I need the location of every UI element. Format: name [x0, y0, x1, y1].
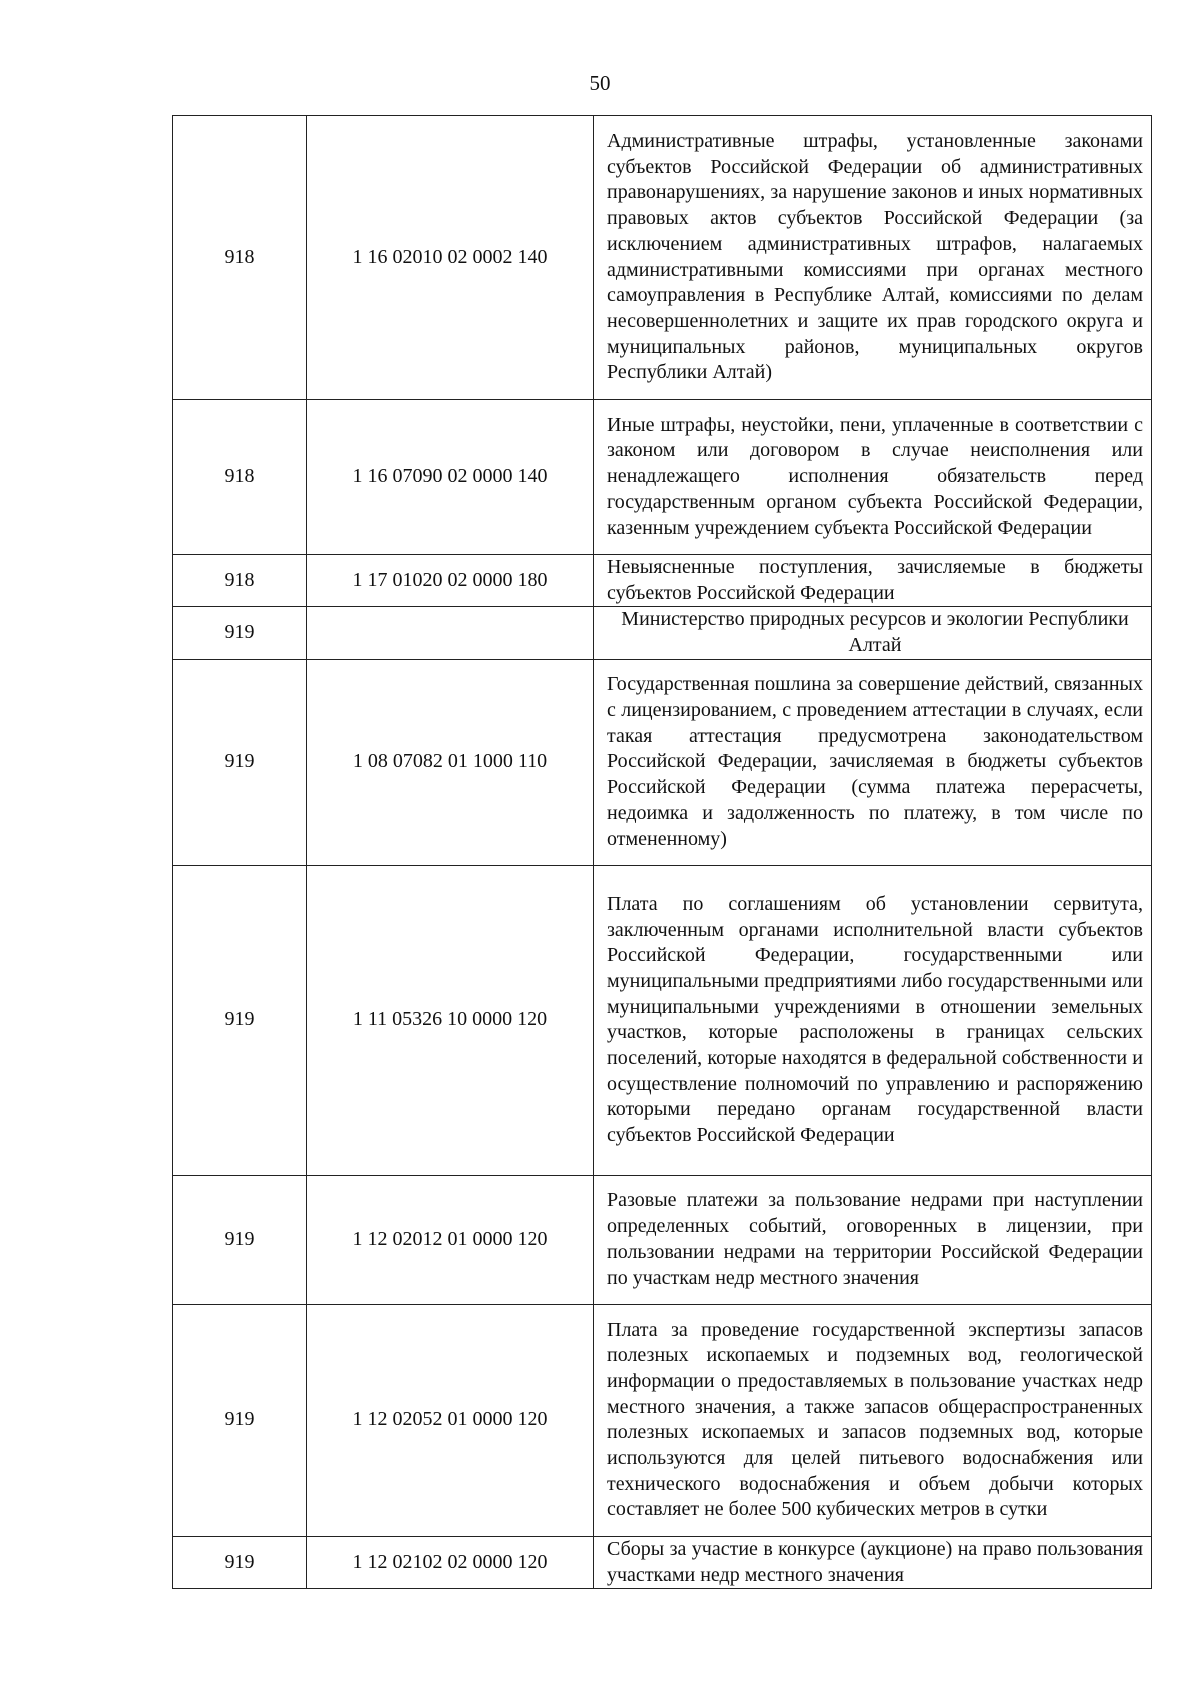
budget-classification-code-cell: 1 12 02052 01 0000 120 [307, 1304, 594, 1536]
budget-codes-table [172, 115, 1152, 1589]
administrator-code-cell: 919 [173, 659, 307, 865]
table-row [173, 659, 1152, 865]
income-name-cell: Иные штрафы, неустойки, пени, уплаченные в соответствии с законом или договором в случае неисполнения или ненадлежащего исполнения обязательств перед государственным органом субъекта Российской Федерации, казенным учреждением субъекта Российской Федерации [594, 400, 1152, 555]
budget-classification-code-cell: 1 08 07082 01 1000 110 [307, 659, 594, 865]
income-name-cell: Государственная пошлина за совершение действий, связанных с лицензированием, с проведением аттестации в случаях, если такая аттестация предусмотрена законодательством Российской Федерации, зачисляемая в бюджеты субъектов Российской Федерации (сумма платежа перерасчеты, недоимка и задолженность по платежу, в том числе по отмененному) [594, 659, 1152, 865]
administrator-code-cell: 919 [173, 1536, 307, 1588]
table-row [173, 555, 1152, 607]
administrator-code-cell: 919 [173, 1304, 307, 1536]
budget-classification-code-cell: 1 17 01020 02 0000 180 [307, 555, 594, 607]
table-row [173, 607, 1152, 659]
administrator-code-cell: 918 [173, 555, 307, 607]
table-row [173, 1175, 1152, 1304]
administrator-code-cell: 919 [173, 1175, 307, 1304]
table-row [173, 1536, 1152, 1588]
income-name-cell: Административные штрафы, установленные законами субъектов Российской Федерации об административных правонарушениях, за нарушение законов и иных нормативных правовых актов субъектов Российской Федерации (за исключением административных штрафов, налагаемых административными комиссиями при органах местного самоуправления в Республике Алтай, комиссиями по делам несовершеннолетних и защите их прав городского округа и муниципальных районов, муниципальных округов Республики Алтай) [594, 116, 1152, 400]
table-row [173, 116, 1152, 400]
ministry-heading-cell: Министерство природных ресурсов и экологии Республики Алтай [594, 607, 1152, 659]
income-name-cell: Невыясненные поступления, зачисляемые в бюджеты субъектов Российской Федерации [594, 555, 1152, 607]
administrator-code-cell: 919 [173, 865, 307, 1175]
administrator-code-cell: 918 [173, 400, 307, 555]
administrator-code-cell: 918 [173, 116, 307, 400]
income-name-cell: Разовые платежи за пользование недрами при наступлении определенных событий, оговоренных в лицензии, при пользовании недрами на территории Российской Федерации по участкам недр местного значения [594, 1175, 1152, 1304]
income-name-cell: Плата по соглашениям об установлении сервитута, заключенным органами исполнительной власти субъектов Российской Федерации, государственными или муниципальными предприятиями либо государственными или муниципальными учреждениями в отношении земельных участков, которые расположены в границах сельских поселений, которые находятся в федеральной собственности и осуществление полномочий по управлению и распоряжению которыми передано органам государственной власти субъектов Российской Федерации [594, 865, 1152, 1175]
budget-classification-code-cell: 1 16 07090 02 0000 140 [307, 400, 594, 555]
administrator-code-cell: 919 [173, 607, 307, 659]
page-number: 50 [589, 71, 611, 95]
budget-classification-code-cell: 1 16 02010 02 0002 140 [307, 116, 594, 400]
table-row [173, 865, 1152, 1175]
table-row [173, 1304, 1152, 1536]
budget-classification-code-cell: 1 12 02012 01 0000 120 [307, 1175, 594, 1304]
table-row [173, 400, 1152, 555]
budget-classification-code-cell: 1 11 05326 10 0000 120 [307, 865, 594, 1175]
income-name-cell: Сборы за участие в конкурсе (аукционе) на право пользования участками недр местного значения [594, 1536, 1152, 1588]
income-name-cell: Плата за проведение государственной экспертизы запасов полезных ископаемых и подземных вод, геологической информации о предоставляемых в пользование участках недр местного значения, а также запасов общераспространенных полезных ископаемых и запасов подземных вод, которые используются для целей питьевого водоснабжения или технического водоснабжения и объем добычи которых составляет не более 500 кубических метров в сутки [594, 1304, 1152, 1536]
budget-classification-code-cell: 1 12 02102 02 0000 120 [307, 1536, 594, 1588]
budget-classification-code-cell [307, 607, 594, 659]
